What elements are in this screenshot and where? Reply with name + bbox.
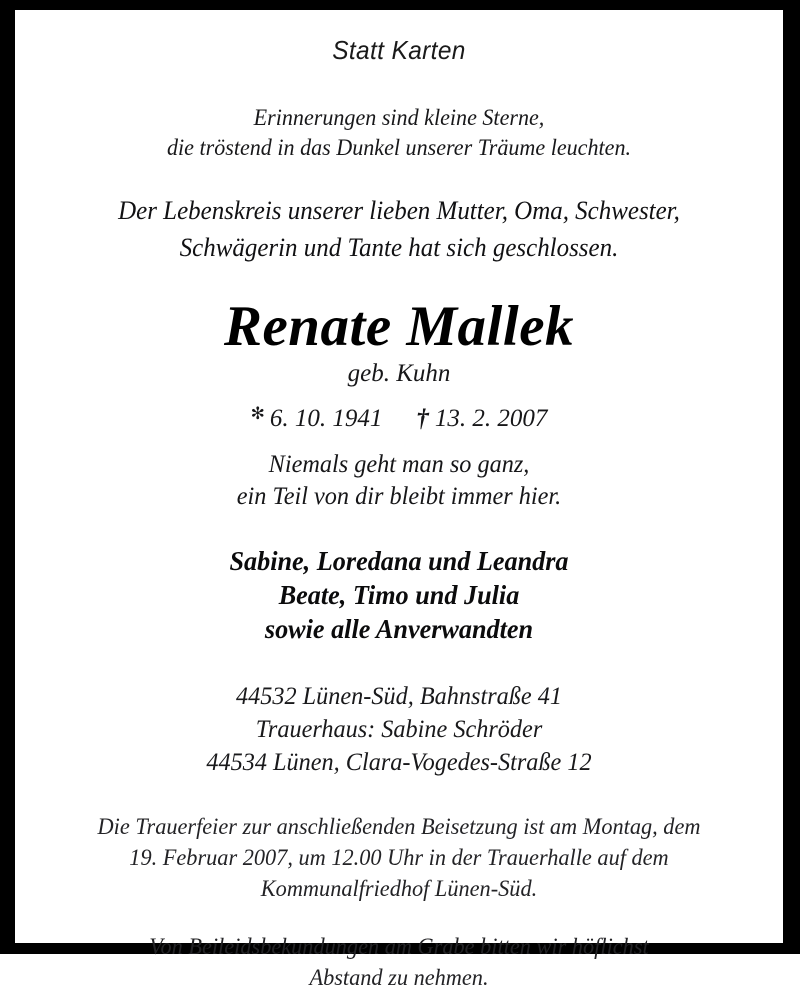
address-line-2: Trauerhaus: Sabine Schröder xyxy=(255,715,543,743)
closing-request xyxy=(27,931,772,993)
ceremony-line-2: 19. Februar 2007, um 12.00 Uhr in der Trauerhalle auf dem xyxy=(129,844,669,870)
memorial-verse-bottom xyxy=(27,449,772,513)
life-dates-row xyxy=(251,403,548,437)
statt-karten-heading xyxy=(38,36,760,65)
memorial-verse-top xyxy=(30,103,767,163)
relations-statement-line-1: Der Lebenskreis unserer lieben Mutter, Oma, Schwester, xyxy=(118,195,680,225)
obituary-card xyxy=(15,10,783,990)
death-date-text: 13. 2. 2007 xyxy=(434,404,548,432)
relations-statement-line-2: Schwägerin und Tante hat sich geschlossen. xyxy=(179,232,619,262)
birth-star-icon: ✻ xyxy=(250,403,265,423)
survivors-list xyxy=(27,544,772,646)
statt-karten-text: Statt Karten xyxy=(332,35,466,65)
ceremony-details xyxy=(27,811,772,904)
closing-line-1: Von Beileidsbekundungen am Grabe bitten wir höflichst xyxy=(149,933,649,959)
deceased-name-text: Renate Mallek xyxy=(223,294,575,358)
deceased-maiden-name-text: geb. Kuhn xyxy=(347,359,451,387)
survivors-line-1: Sabine, Loredana und Leandra xyxy=(229,545,569,576)
survivors-line-2: Beate, Timo und Julia xyxy=(278,579,520,610)
address-line-3: 44534 Lünen, Clara-Vogedes-Straße 12 xyxy=(206,748,592,776)
memorial-verse-top-line-1: Erinnerungen sind kleine Sterne, xyxy=(253,104,545,130)
closing-line-2: Abstand zu nehmen. xyxy=(309,964,489,990)
birth-date-group xyxy=(251,403,383,437)
death-cross-icon: † xyxy=(416,404,429,432)
deceased-name xyxy=(15,296,783,358)
ceremony-line-1: Die Trauerfeier zur anschließenden Beisetzung ist am Montag, dem xyxy=(97,813,701,839)
memorial-verse-bottom-line-1: Niemals geht man so ganz, xyxy=(268,450,530,478)
death-date-group xyxy=(416,403,547,435)
ceremony-line-3: Kommunalfriedhof Lünen-Süd. xyxy=(260,875,538,901)
address-line-1: 44532 Lünen-Süd, Bahnstraße 41 xyxy=(235,682,563,710)
deceased-maiden-name xyxy=(15,358,783,390)
birth-date-text: 6. 10. 1941 xyxy=(269,404,383,432)
survivors-line-3: sowie alle Anverwandten xyxy=(264,613,534,644)
memorial-verse-top-line-2: die tröstend in das Dunkel unserer Träume leuchten. xyxy=(166,134,632,160)
address-block xyxy=(27,680,772,779)
memorial-verse-bottom-line-2: ein Teil von dir bleibt immer hier. xyxy=(236,482,562,510)
relations-statement xyxy=(30,192,767,266)
